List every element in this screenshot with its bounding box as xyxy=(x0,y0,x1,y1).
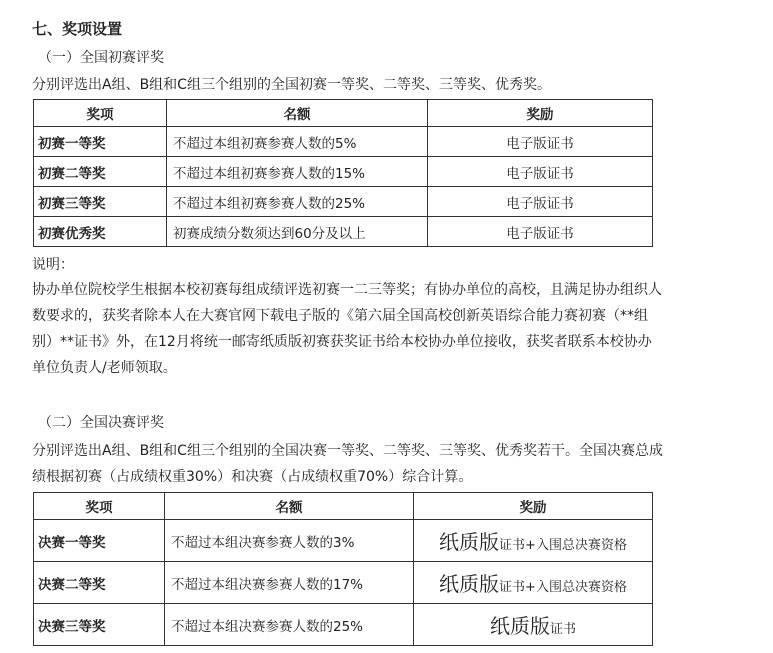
award-name: 初赛优秀奖 xyxy=(34,217,167,247)
award-name: 初赛二等奖 xyxy=(34,157,167,187)
table-row xyxy=(34,187,653,217)
table-header-row xyxy=(34,493,653,520)
reward-detail: 证书+入围总决赛资格 xyxy=(499,580,627,595)
note-line: 数要求的，获奖者除本人在大赛官网下载电子版的《第六届全国高校创新英语综合能力赛初赛（**组 xyxy=(32,308,648,324)
note-label: 说明： xyxy=(32,257,74,273)
award-name: 决赛二等奖 xyxy=(34,562,165,604)
section-title: 七、奖项设置 xyxy=(32,20,123,38)
header-award: 奖项 xyxy=(34,493,165,520)
reward-main: 纸质版 xyxy=(439,572,500,596)
table-row xyxy=(34,520,653,562)
award-quota: 不超过本组初赛参赛人数的15% xyxy=(167,157,428,187)
header-quota: 名额 xyxy=(167,100,428,127)
prelim-heading: （一）全国初赛评奖 xyxy=(38,50,164,66)
note-line: 单位负责人/老师领取。 xyxy=(32,360,177,376)
note-line: 协办单位院校学生根据本校初赛每组成绩评选初赛一二三等奖；有协办单位的高校，且满足协办组织人 xyxy=(32,282,662,298)
award-quota: 不超过本组决赛参赛人数的3% xyxy=(165,520,414,562)
award-reward: 电子版证书 xyxy=(428,127,653,157)
final-heading: （二）全国决赛评奖 xyxy=(38,415,164,431)
final-intro-line: 绩根据初赛（占成绩权重30%）和决赛（占成绩权重70%）综合计算。 xyxy=(32,469,473,485)
award-name: 初赛三等奖 xyxy=(34,187,167,217)
reward-main: 纸质版 xyxy=(439,530,500,554)
award-quota: 不超过本组初赛参赛人数的5% xyxy=(167,127,428,157)
award-reward: 电子版证书 xyxy=(428,187,653,217)
award-reward xyxy=(414,604,653,646)
header-reward: 奖励 xyxy=(414,493,653,520)
award-reward: 电子版证书 xyxy=(428,217,653,247)
table-row xyxy=(34,562,653,604)
header-reward: 奖励 xyxy=(428,100,653,127)
award-quota: 不超过本组初赛参赛人数的25% xyxy=(167,187,428,217)
prelim-intro: 分别评选出A组、B组和C组三个组别的全国初赛一等奖、二等奖、三等奖、优秀奖。 xyxy=(32,77,551,93)
award-name: 决赛三等奖 xyxy=(34,604,165,646)
reward-main: 纸质版 xyxy=(489,614,550,638)
award-quota: 不超过本组决赛参赛人数的25% xyxy=(165,604,414,646)
award-reward xyxy=(414,520,653,562)
reward-detail: 证书+入围总决赛资格 xyxy=(499,538,627,553)
note-line: 别）**证书》外，在12月将统一邮寄纸质版初赛获奖证书给本校协办单位接收，获奖者联系本校协办 xyxy=(32,334,652,350)
reward-detail: 证书 xyxy=(549,622,576,637)
award-name: 初赛一等奖 xyxy=(34,127,167,157)
header-award: 奖项 xyxy=(34,100,167,127)
award-quota: 不超过本组决赛参赛人数的17% xyxy=(165,562,414,604)
header-quota: 名额 xyxy=(165,493,414,520)
table-row xyxy=(34,157,653,187)
award-reward xyxy=(414,562,653,604)
table-row xyxy=(34,217,653,247)
award-quota: 初赛成绩分数须达到60分及以上 xyxy=(167,217,428,247)
award-name: 决赛一等奖 xyxy=(34,520,165,562)
award-reward: 电子版证书 xyxy=(428,157,653,187)
final-award-table xyxy=(33,492,653,646)
final-intro-line: 分别评选出A组、B组和C组三个组别的全国决赛一等奖、二等奖、三等奖、优秀奖若干。全国决赛总成 xyxy=(32,443,663,459)
prelim-award-table xyxy=(33,99,653,247)
table-row xyxy=(34,127,653,157)
table-row xyxy=(34,604,653,646)
table-header-row xyxy=(34,100,653,127)
